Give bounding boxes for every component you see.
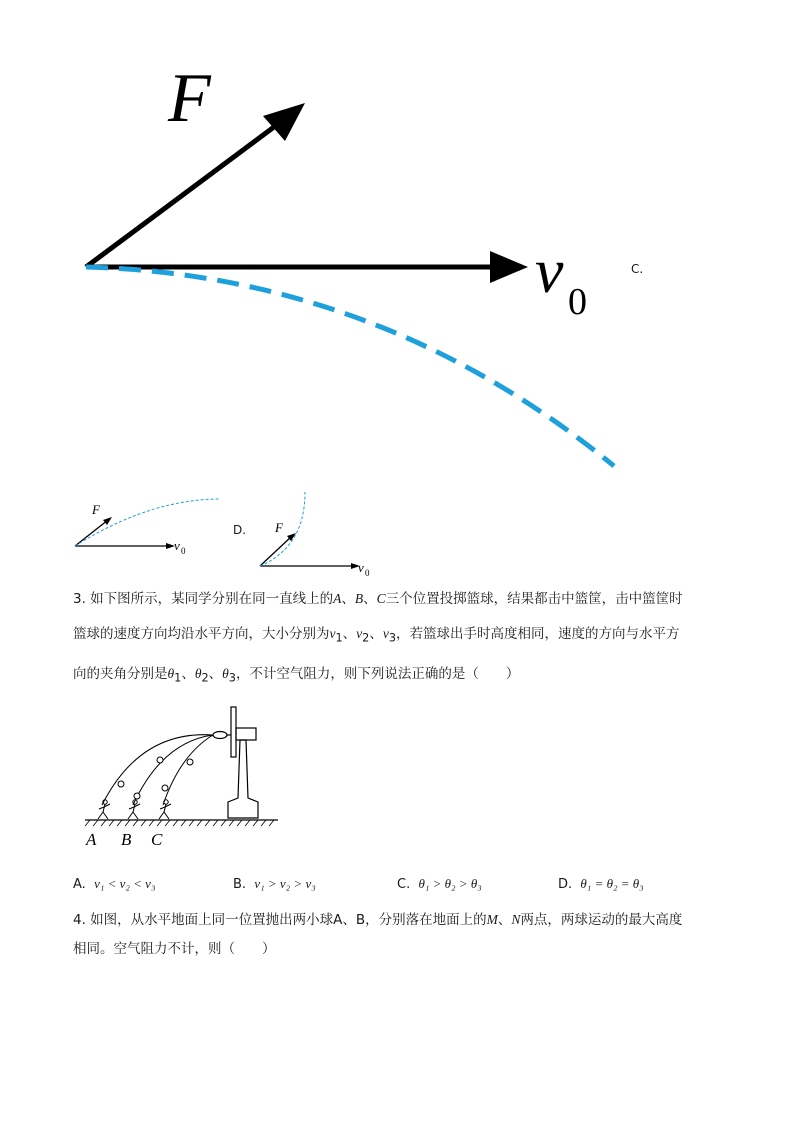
- force-velocity-diagram-large: [0, 0, 794, 490]
- velocity-label: v: [535, 235, 564, 306]
- trajectory-a: [102, 735, 213, 805]
- player-c-icon: [159, 800, 171, 819]
- velocity-subscript: 0: [568, 281, 587, 323]
- option-c-label: C.: [631, 262, 644, 276]
- basketball-figure: [80, 700, 290, 855]
- ball-c-mid: [187, 759, 193, 765]
- small-left-force-label: F: [92, 502, 100, 517]
- q3-option-b[interactable]: B. v₁ > v₂ > v₃: [233, 876, 316, 892]
- trajectory-b: [133, 735, 213, 805]
- position-label-b: B: [121, 830, 132, 849]
- ball-a: [118, 781, 124, 787]
- q3-option-a[interactable]: A. v₁ < v₂ < v₃: [73, 876, 156, 892]
- small-left-velocity-sub: 0: [181, 546, 186, 556]
- trajectory-c: [163, 735, 213, 805]
- option-d-label: D.: [233, 523, 247, 537]
- hoop-ring: [213, 732, 227, 739]
- q3-line-2: 篮球的速度方向均沿水平方向，大小分别为$v_1$、$v_2$、$v_3$，若篮球出手时高度相同，速度的方向与水平方: [73, 626, 680, 645]
- small-right-force-shaft: [260, 536, 292, 566]
- small-right-force-label: F: [275, 520, 283, 535]
- backboard: [231, 707, 236, 757]
- velocity-arrow-head: [490, 251, 528, 283]
- small-left-velocity-label: v: [174, 538, 180, 553]
- force-arrow-head: [263, 103, 305, 141]
- q4-line-2: 相同。空气阻力不计，则（ ）: [73, 941, 276, 957]
- hoop-stand-base: [228, 740, 258, 818]
- small-left-force-head: [103, 517, 112, 525]
- q3-option-c[interactable]: C. θ₁ > θ₂ > θ₃: [397, 876, 482, 892]
- q3-line-3: 向的夹角分别是$\theta_1$、$\theta_2$、$\theta_3$，不计空气阻力，则下列说法正确的是（ ）: [73, 666, 520, 685]
- small-right-velocity-sub: 0: [365, 568, 370, 578]
- ball-b: [134, 793, 140, 799]
- position-label-c: C: [151, 830, 163, 849]
- force-label: F: [168, 60, 211, 137]
- player-a-icon: [98, 800, 110, 819]
- basketball-diagram: [80, 700, 290, 855]
- small-figures: [60, 492, 390, 584]
- ball-c: [162, 785, 168, 791]
- small-diagrams: [60, 492, 390, 584]
- q3-option-d[interactable]: D. θ₁ = θ₂ = θ₃: [558, 876, 644, 892]
- force-arrow-shaft: [86, 118, 286, 267]
- small-left-force-shaft: [75, 520, 108, 546]
- ball-a-mid: [157, 757, 163, 763]
- position-label-a: A: [86, 830, 97, 849]
- q3-line-1: 3. 如下图所示，某同学分别在同一直线上的A、B、C三个位置投掷篮球，结果都击中篮筐，击中篮筐时: [73, 591, 683, 607]
- figure-option-c: [0, 0, 794, 490]
- small-right-velocity-label: v: [358, 560, 364, 575]
- ground-hatching: [85, 820, 274, 826]
- hoop-support: [236, 728, 256, 740]
- q4-line-1: 4. 如图，从水平地面上同一位置抛出两小球A、B，分别落在地面上的M、N两点，两球运动的最大高度: [73, 912, 683, 928]
